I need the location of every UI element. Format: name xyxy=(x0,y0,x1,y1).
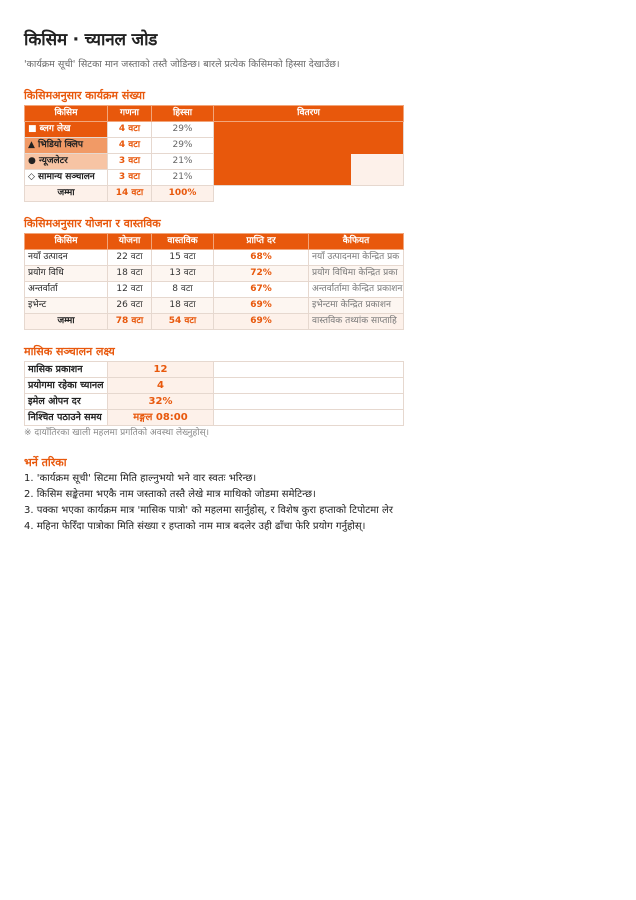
type-count-table xyxy=(24,105,404,202)
plan-actual-total-row xyxy=(25,314,404,330)
total-count: 14 वटा xyxy=(108,186,152,202)
distribution-bar-area xyxy=(214,122,404,186)
type-share: 21% xyxy=(152,170,214,186)
distribution-bars xyxy=(214,122,403,185)
distribution-bar xyxy=(214,169,351,185)
monthly-target-title: मासिक सञ्चालन लक्ष्य xyxy=(24,345,115,358)
plan-value: 26 वटा xyxy=(108,298,152,314)
plan-actual-header-row xyxy=(25,234,404,250)
monthly-target-table xyxy=(24,361,404,426)
type-label: ● न्यूजलेटर xyxy=(25,154,108,170)
col-header-actual: वास्तविक xyxy=(152,234,214,250)
distribution-bar-row xyxy=(214,138,403,154)
distribution-bar-row xyxy=(214,122,403,138)
page-subtitle: 'कार्यक्रम सूची' सिटका मान जस्ताको तस्तै जोडिन्छ। बारले प्रत्येक किसिमको हिस्सा देखाउँछ। xyxy=(24,59,340,70)
target-row xyxy=(25,394,404,410)
distribution-bar-row xyxy=(214,154,403,170)
plan-value: 12 वटा xyxy=(108,282,152,298)
distribution-bar-row xyxy=(214,169,403,185)
plan-value: 18 वटा xyxy=(108,266,152,282)
total-plan: 78 वटा xyxy=(108,314,152,330)
target-label: प्रयोगमा रहेका च्यानल xyxy=(25,378,108,394)
distribution-bar xyxy=(214,154,351,170)
target-value: 4 xyxy=(108,378,214,394)
progress-input-cell[interactable] xyxy=(214,378,404,394)
target-value: 12 xyxy=(108,362,214,378)
type-count: 3 वटा xyxy=(108,170,152,186)
plan-type-label: इभेन्ट xyxy=(25,298,108,314)
remark: प्रयोग विधिमा केन्द्रित प्रका xyxy=(309,266,404,282)
target-row xyxy=(25,362,404,378)
actual-value: 8 वटा xyxy=(152,282,214,298)
target-footnote: ※ दायाँतिरका खाली महलमा प्रगतिको अवस्था लेख्नुहोस्। xyxy=(24,428,210,438)
total-label: जम्मा xyxy=(25,314,108,330)
type-count: 4 वटा xyxy=(108,138,152,154)
plan-value: 22 वटा xyxy=(108,250,152,266)
distribution-bar xyxy=(214,122,403,138)
target-row xyxy=(25,378,404,394)
plan-type-label: प्रयोग विधि xyxy=(25,266,108,282)
target-label: निश्चित पठाउने समय xyxy=(25,410,108,426)
target-row xyxy=(25,410,404,426)
col-header-type: किसिम xyxy=(25,234,108,250)
instruction-item: 2. किसिम सङ्केतमा भएकै नाम जस्ताको तस्तै लेखे मात्र माथिको जोडमा समेटिन्छ। xyxy=(24,489,316,500)
instruction-item: 3. पक्का भएका कार्यक्रम मात्र 'मासिक पात्रो' को महलमा सार्नुहोस्, र विशेष कुरा हप्ताको टिपोटमा लेर xyxy=(24,505,393,516)
col-header-plan: योजना xyxy=(108,234,152,250)
plan-type-label: नयाँ उत्पादन xyxy=(25,250,108,266)
type-count-title: किसिमअनुसार कार्यक्रम संख्या xyxy=(24,89,145,102)
remark: अन्तर्वार्तामा केन्द्रित प्रकाशन xyxy=(309,282,404,298)
plan-type-label: अन्तर्वार्ता xyxy=(25,282,108,298)
type-count: 4 वटा xyxy=(108,122,152,138)
target-value: मङ्गल 08:00 xyxy=(108,410,214,426)
progress-input-cell[interactable] xyxy=(214,410,404,426)
empty-cell xyxy=(214,186,404,202)
instruction-item: 4. महिना फेरिँदा पात्रोका मिति संख्या र हप्ताको नाम मात्र बदलेर उही ढाँचा फेरि प्रयोग गर्नुहोस्। xyxy=(24,521,366,532)
plan-actual-row xyxy=(25,250,404,266)
total-rate: 69% xyxy=(214,314,309,330)
achievement-rate: 67% xyxy=(214,282,309,298)
page-title: किसिम · च्यानल जोड xyxy=(24,30,158,50)
progress-input-cell[interactable] xyxy=(214,394,404,410)
total-label: जम्मा xyxy=(25,186,108,202)
col-header-share: हिस्सा xyxy=(152,106,214,122)
plan-actual-row xyxy=(25,282,404,298)
plan-actual-row xyxy=(25,298,404,314)
distribution-bar xyxy=(214,138,403,154)
type-share: 21% xyxy=(152,154,214,170)
achievement-rate: 72% xyxy=(214,266,309,282)
type-share: 29% xyxy=(152,122,214,138)
instructions-list xyxy=(24,471,614,535)
plan-actual-row xyxy=(25,266,404,282)
total-remark: वास्तविक तथ्यांक साप्ताहि xyxy=(309,314,404,330)
col-header-note: कैफियत xyxy=(309,234,404,250)
instructions-title: भर्ने तरिका xyxy=(24,456,67,469)
total-share: 100% xyxy=(152,186,214,202)
actual-value: 18 वटा xyxy=(152,298,214,314)
col-header-distribution: वितरण xyxy=(214,106,404,122)
type-label: ◇ सामान्य सञ्चालन xyxy=(25,170,108,186)
plan-actual-title: किसिमअनुसार योजना र वास्तविक xyxy=(24,217,161,230)
type-label: ▲ भिडियो क्लिप xyxy=(25,138,108,154)
type-count-header-row xyxy=(25,106,404,122)
plan-actual-table xyxy=(24,233,404,330)
achievement-rate: 68% xyxy=(214,250,309,266)
type-label: ■ ब्लग लेख xyxy=(25,122,108,138)
achievement-rate: 69% xyxy=(214,298,309,314)
remark: इभेन्टमा केन्द्रित प्रकाशन xyxy=(309,298,404,314)
total-actual: 54 वटा xyxy=(152,314,214,330)
type-count: 3 वटा xyxy=(108,154,152,170)
target-value: 32% xyxy=(108,394,214,410)
col-header-count: गणना xyxy=(108,106,152,122)
actual-value: 15 वटा xyxy=(152,250,214,266)
type-count-row xyxy=(25,122,404,138)
target-label: मासिक प्रकाशन xyxy=(25,362,108,378)
col-header-type: किसिम xyxy=(25,106,108,122)
type-share: 29% xyxy=(152,138,214,154)
actual-value: 13 वटा xyxy=(152,266,214,282)
target-label: इमेल ओपन दर xyxy=(25,394,108,410)
remark: नयाँ उत्पादनमा केन्द्रित प्रक xyxy=(309,250,404,266)
page xyxy=(24,28,614,535)
progress-input-cell[interactable] xyxy=(214,362,404,378)
type-count-total-row xyxy=(25,186,404,202)
instruction-item: 1. 'कार्यक्रम सूची' सिटमा मिति हाल्नुभयो भने वार स्वतः भरिन्छ। xyxy=(24,473,257,484)
col-header-rate: प्राप्ति दर xyxy=(214,234,309,250)
